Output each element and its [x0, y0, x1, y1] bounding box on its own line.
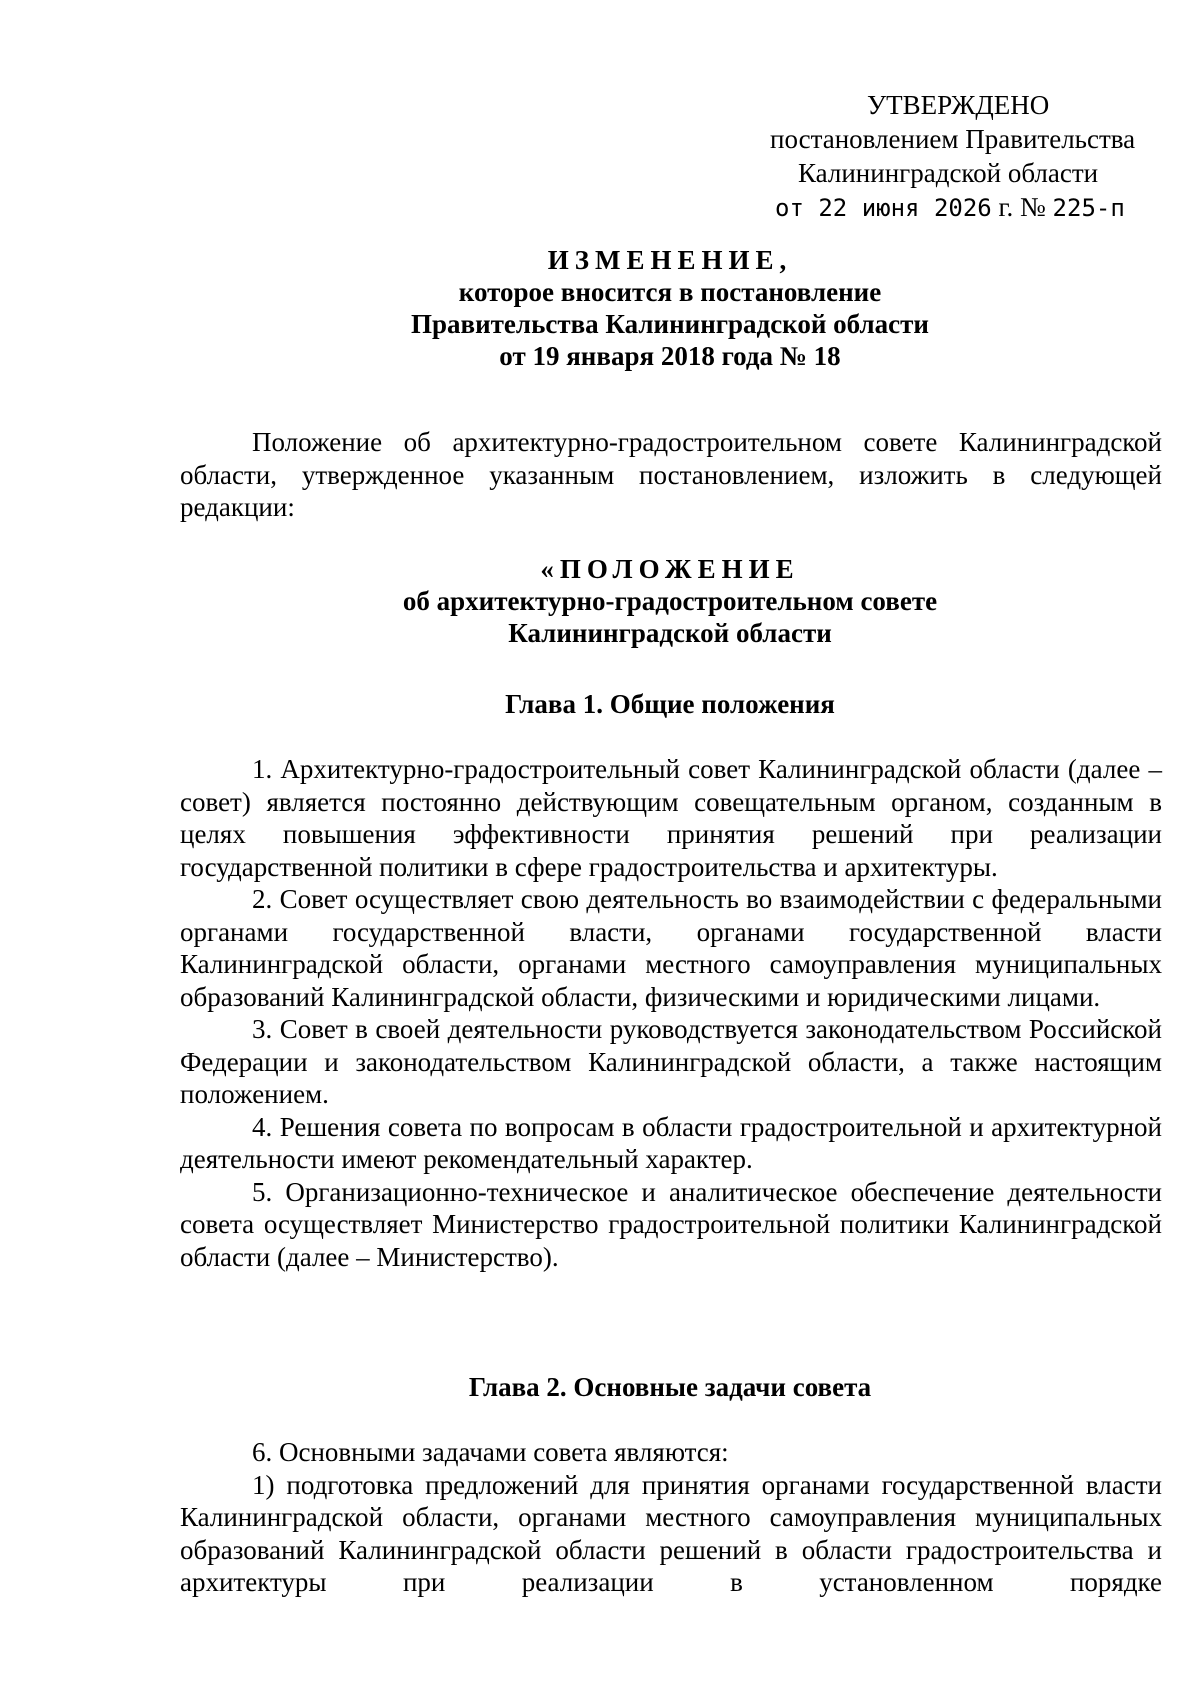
amendment-heading: ИЗМЕНЕНИЕ, [547, 245, 793, 275]
paragraph: 3. Совет в своей деятельности руководствуется законодательством Российской Федерации и законодательством Калининградской области, а также настоящим положением. [180, 1014, 1162, 1109]
approval-date: от 22 июня 2026 [775, 194, 992, 222]
amendment-title-line-2: которое вносится в постановление [458, 277, 882, 307]
paragraph: 4. Решения совета по вопросам в области градостроительной и архитектурной деятельности имеют рекомендательный характер. [180, 1111, 1162, 1174]
paragraph: 5. Организационно-техническое и аналитическое обеспечение деятельности совета осуществляет Министерство градостроительной политики Калининградской области (далее – Министерство). [180, 1176, 1162, 1272]
regulation-title [175, 553, 1165, 649]
chapter-2-title: Глава 2. Основные задачи совета [468, 1372, 872, 1402]
approval-line-3: Калининградской области [798, 158, 1099, 188]
approval-date-line [770, 190, 1170, 225]
approval-line-2: постановлением Правительства [770, 124, 1136, 154]
intro-paragraph-block [180, 426, 1162, 524]
intro-paragraph: Положение об архитектурно-градостроительном совете Калининградской области, утвержденное указанным постановлением, изложить в следующей редакции: [180, 427, 1162, 522]
chapter-1-title: Глава 1. Общие положения [505, 689, 835, 719]
amendment-title-line-3: Правительства Калининградской области [411, 309, 929, 339]
chapter-1-body [180, 753, 1162, 1273]
approval-stamp [770, 88, 1170, 225]
amendment-title [175, 244, 1165, 372]
approval-number-label: г. № [991, 192, 1053, 222]
approval-number: 225-п [1052, 194, 1125, 222]
approval-heading: УТВЕРЖДЕНО [867, 90, 1050, 120]
regulation-title-line-2: об архитектурно-градостроительном совете [402, 586, 938, 616]
amendment-title-line-4: от 19 января 2018 года № 18 [499, 341, 841, 371]
paragraph: 6. Основными задачами совета являются: [252, 1437, 729, 1467]
regulation-heading: «ПОЛОЖЕНИЕ [540, 554, 800, 584]
chapter-2-body [180, 1436, 1162, 1599]
regulation-title-line-3: Калининградской области [508, 618, 832, 648]
paragraph: 1) подготовка предложений для принятия органами государственной власти Калининградской области, органами местного самоуправления муниципальных образований Калининградской области решений в области градостроительства и архитектуры при реализации в установленном порядке [180, 1469, 1162, 1597]
paragraph: 1. Архитектурно-градостроительный совет Калининградской области (далее – совет) является постоянно действующим совещательным органом, созданным в целях повышения эффективности принятия решений при реализации государственной политики в сфере градостроительства и архитектуры. [180, 754, 1162, 882]
paragraph: 2. Совет осуществляет свою деятельность во взаимодействии с федеральными органами государственной власти, органами государственной власти Калининградской области, органами местного самоуправления муниципальных образований Калининградской области, физическими и юридическими лицами. [180, 884, 1162, 1012]
